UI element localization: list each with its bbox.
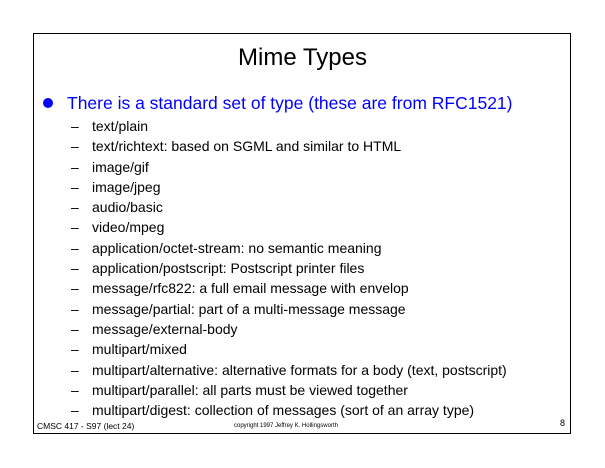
- list-item: [71, 278, 566, 298]
- dash-icon: –: [71, 280, 79, 297]
- list-item-text: text/richtext: based on SGML and similar to HTML: [92, 138, 402, 155]
- list-item-text: text/plain: [92, 118, 149, 134]
- list-item-text: message/rfc822: a full email message with envelop: [92, 280, 409, 297]
- dash-icon: –: [71, 219, 79, 236]
- dash-icon: –: [71, 341, 79, 358]
- dash-icon: –: [71, 402, 79, 419]
- main-bullet: [43, 91, 573, 117]
- list-item: [71, 238, 566, 258]
- dash-icon: –: [71, 320, 79, 337]
- list-item-text: application/octet-stream: no semantic meaning: [92, 239, 382, 256]
- list-item: [71, 319, 566, 339]
- list-item-text: multipart/alternative: alternative formats for a body (text, postscript): [92, 361, 507, 378]
- list-item-text: message/partial: part of a multi-message message: [92, 300, 406, 317]
- list-item: [71, 258, 566, 278]
- list-item: [71, 360, 566, 380]
- dash-icon: –: [71, 138, 79, 155]
- list-item: [71, 380, 566, 400]
- dash-icon: –: [71, 239, 79, 256]
- list-item: [71, 217, 566, 237]
- list-item-text: multipart/mixed: [92, 341, 187, 358]
- list-item: [71, 339, 566, 359]
- dash-icon: –: [71, 199, 79, 216]
- dash-icon: –: [71, 260, 79, 277]
- list-item: [71, 197, 566, 217]
- list-item: [71, 177, 566, 197]
- list-item: [71, 136, 566, 156]
- list-item: [71, 116, 566, 136]
- dash-icon: –: [71, 158, 79, 175]
- dash-icon: –: [71, 381, 79, 398]
- list-item: [71, 299, 566, 319]
- list-item: [71, 400, 566, 420]
- list-item-text: video/mpeg: [92, 219, 165, 236]
- list-item-text: message/external-body: [92, 320, 238, 337]
- mime-type-list: [71, 116, 566, 420]
- page-number: 8: [560, 418, 566, 428]
- list-item-text: application/postscript: Postscript printer files: [92, 260, 365, 277]
- dash-icon: –: [71, 118, 79, 134]
- list-item-text: multipart/parallel: all parts must be viewed together: [92, 381, 408, 398]
- list-item-text: audio/basic: [92, 199, 163, 216]
- list-item-text: image/jpeg: [92, 178, 161, 195]
- list-item: [71, 157, 566, 177]
- slide-title: Mime Types: [238, 44, 367, 71]
- list-item-text: multipart/digest: collection of messages (sort of an array type): [92, 402, 475, 419]
- footer-copyright: copyright 1997 Jeffrey K. Hollingsworth: [234, 423, 338, 429]
- dash-icon: –: [71, 300, 79, 317]
- dash-icon: –: [71, 361, 79, 378]
- dash-icon: –: [71, 178, 79, 195]
- main-bullet-text: There is a standard set of type (these are from RFC1521): [67, 93, 513, 113]
- bullet-dot-icon: [43, 98, 53, 108]
- footer-course: CMSC 417 - S97 (lect 24): [37, 421, 135, 431]
- list-item-text: image/gif: [92, 158, 149, 175]
